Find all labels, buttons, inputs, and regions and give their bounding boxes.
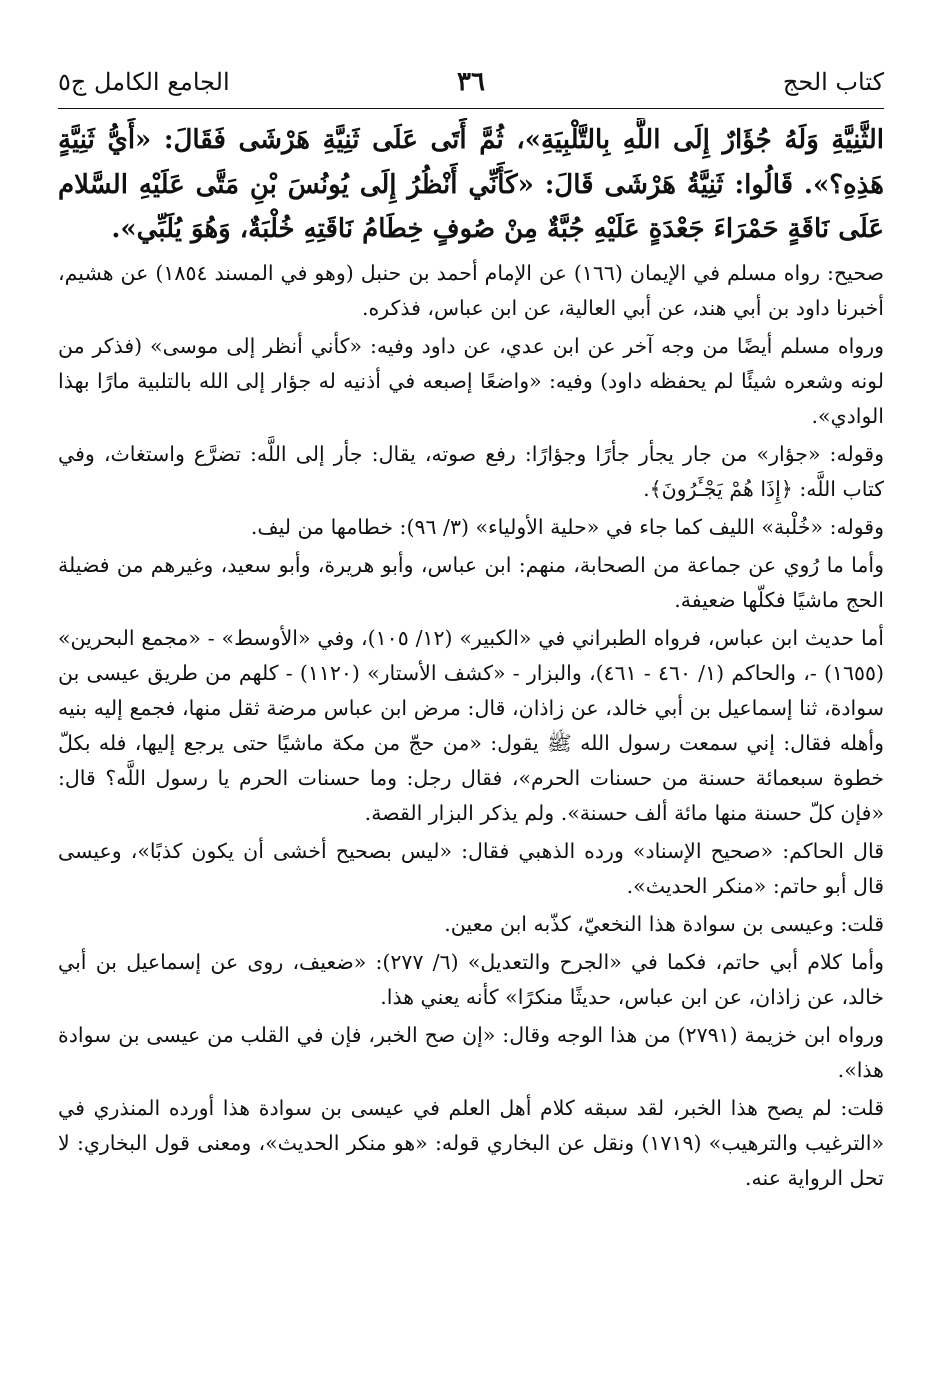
hadith-text: الثَّنِيَّةِ وَلَهُ جُؤَارٌ إِلَى اللَّهِ بِالتَّلْبِيَةِ»، ثُمَّ أَتَى عَلَى ثَنِيَّةِ هَرْشَى فَقَالَ: «أَيُّ ثَنِيَّةٍ هَذِهِ؟». قَالُوا: ثَنِيَّةُ هَرْشَى قَالَ: «كَأَنِّي أَنْظُرُ إِلَى يُونُسَ بْنِ مَتَّى عَلَيْهِ السَّلام عَلَى نَاقَةٍ حَمْرَاءَ جَعْدَةٍ عَلَيْهِ جُبَّةٌ مِنْ صُوفٍ خِطَامُ نَاقَتِهِ خُلْبَةٌ، وَهُوَ يُلَبِّي». <box>58 125 884 244</box>
definition-paragraph: وقوله: «جؤار» من جار يجأر جأرًا وجؤارًا: رفع صوته، يقال: جأر إلى اللَّه: تضرَّع واستغاث، وفي كتاب اللَّه: ﴿إِذَا هُمْ يَجْـَٔرُونَ﴾. <box>58 441 884 501</box>
note-paragraph: قلت: لم يصح هذا الخبر، لقد سبقه كلام أهل العلم في عيسى بن سوادة هذا أورده المنذري في «الترغيب والترهيب» (١٧١٩) ونقل عن البخاري قوله: «هو منكر الحديث»، ومعنى قول البخاري: لا تحل الرواية عنه. <box>58 1095 884 1190</box>
page-body <box>58 118 884 1343</box>
page-header <box>58 62 884 109</box>
narration-paragraph: ورواه مسلم أيضًا من وجه آخر عن ابن عدي، عن داود وفيه: «كأني أنظر إلى موسى» (فذكر من لونه وشعره شيئًا لم يحفظه داود) وفيه: «واضعًا إصبعه في أذنيه له جؤار إلى الله بالتلبية مارًا بهذا الوادي». <box>58 333 884 428</box>
takhrij-paragraph: صحيح: رواه مسلم في الإيمان (١٦٦) عن الإمام أحمد بن حنبل (وهو في المسند ١٨٥٤) عن هشيم، أخبرنا داود بن أبي هند، عن أبي العالية، عن ابن عباس، فذكره. <box>58 260 884 320</box>
commentary-paragraph: وأما كلام أبي حاتم، فكما في «الجرح والتعديل» (٦/ ٢٧٧): «ضعيف، روى عن إسماعيل بن أبي خالد، عن زاذان، عن ابن عباس، حديثًا منكرًا» كأنه يعني هذا. <box>58 949 884 1009</box>
commentary-paragraph: أما حديث ابن عباس، فرواه الطبراني في «الكبير» (١٢/ ١٠٥)، وفي «الأوسط» - «مجمع البحرين» (١٦٥٥) -، والحاكم (١/ ٤٦٠ - ٤٦١)، والبزار - «كشف الأستار» (١١٢٠) - كلهم من طريق عيسى بن سوادة، ثنا إسماعيل بن أبي خالد، عن زاذان، قال: مرض ابن عباس مرضة ثقل منها، فجمع إليه بنيه وأهله فقال: إني سمعت رسول الله ﷺ يقول: «من حجّ من مكة ماشيًا حتى يرجع إليها، فله بكلّ خطوة سبعمائة حسنة من حسنات الحرم»، فقال رجل: وما حسنات الحرم يا رسول اللَّه؟ قال: «فإن كلّ حسنة منها مائة ألف حسنة». ولم يذكر البزار القصة. <box>58 625 884 825</box>
note-paragraph: قلت: وعيسى بن سوادة هذا النخعيّ، كذّبه ابن معين. <box>444 911 884 936</box>
chapter-title: كتاب الحج <box>782 68 884 96</box>
page-number: ٣٦ <box>457 67 485 97</box>
commentary-paragraph: ورواه ابن خزيمة (٢٧٩١) من هذا الوجه وقال: «إن صح الخبر، فإن في القلب من عيسى بن سوادة هذا». <box>58 1022 884 1082</box>
commentary-paragraph: وأما ما رُوي عن جماعة من الصحابة، منهم: ابن عباس، وأبو هريرة، وأبو سعيد، وغيرهم من فضيلة الحج ماشيًا فكلّها ضعيفة. <box>58 552 884 612</box>
definition-paragraph: وقوله: «خُلْبة» الليف كما جاء في «حلية الأولياء» (٣/ ٩٦): خطامها من ليف. <box>250 514 884 539</box>
book-title: الجامع الكامل ج٥ <box>58 68 230 96</box>
commentary-paragraph: قال الحاكم: «صحيح الإسناد» ورده الذهبي فقال: «ليس بصحيح أخشى أن يكون كذبًا»، وعيسى قال أبو حاتم: «منكر الحديث». <box>58 838 884 898</box>
